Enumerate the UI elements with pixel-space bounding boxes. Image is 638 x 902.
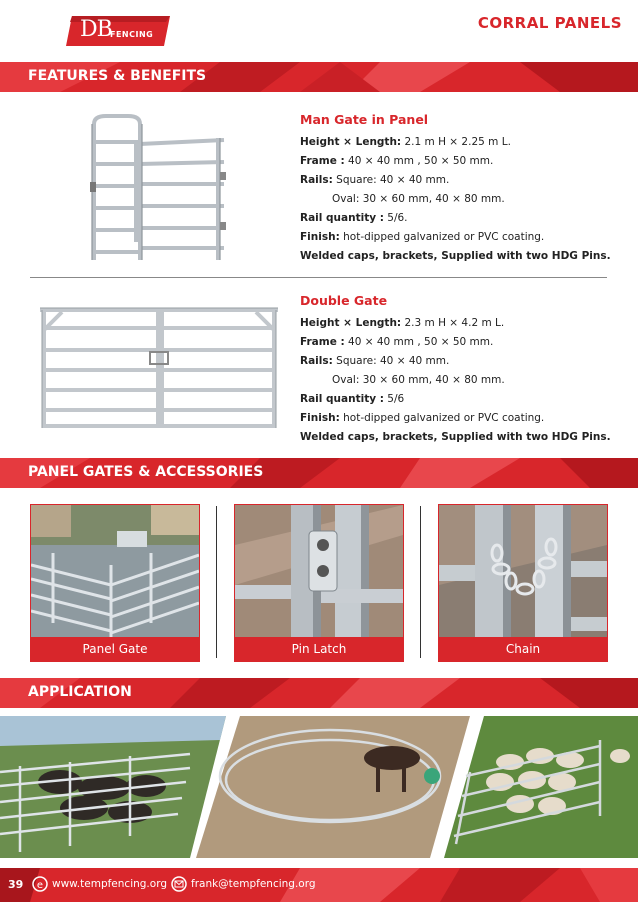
spec-rails: Rails: Square: 40 × 40 mm.	[300, 174, 450, 186]
email-link[interactable]: frank@tempfencing.org	[191, 878, 316, 890]
logo-text: DB	[80, 17, 112, 42]
banner-features-title: FEATURES & BENEFITS	[28, 68, 207, 84]
spec-size: Height × Length: 2.1 m H × 2.25 m L.	[300, 136, 511, 148]
spec-rail-quantity: Rail quantity : 5/6.	[300, 212, 408, 224]
spec-frame: Frame : 40 × 40 mm , 50 × 50 mm.	[300, 155, 494, 167]
spec-finish: Finish: hot-dipped galvanized or PVC coating.	[300, 231, 545, 243]
svg-text:e: e	[36, 880, 44, 891]
section-title: CORRAL PANELS	[477, 14, 622, 32]
footer	[0, 868, 638, 902]
double-gate-image	[36, 300, 282, 432]
spec-rails-oval: Oval: 30 × 60 mm, 40 × 80 mm.	[332, 193, 505, 205]
application-photos	[0, 716, 638, 858]
company-logo	[66, 16, 170, 46]
vertical-divider	[420, 506, 421, 658]
logo-subtext: FENCING	[110, 30, 154, 39]
accessory-chain	[438, 504, 608, 662]
section-divider	[30, 277, 607, 278]
banner-gates	[0, 458, 638, 488]
banner-features	[0, 62, 638, 92]
caption: Pin Latch	[235, 637, 403, 661]
spec-welded: Welded caps, brackets, Supplied with two HDG Pins.	[300, 250, 611, 262]
product-double-gate	[300, 291, 611, 447]
caption: Chain	[439, 637, 607, 661]
spec-finish: Finish: hot-dipped galvanized or PVC coating.	[300, 412, 545, 424]
accessory-pin-latch	[234, 504, 404, 662]
product-title: Double Gate	[300, 293, 388, 308]
web-icon	[32, 876, 48, 892]
spec-rails: Rails: Square: 40 × 40 mm.	[300, 355, 450, 367]
spec-welded: Welded caps, brackets, Supplied with two HDG Pins.	[300, 431, 611, 443]
spec-frame: Frame : 40 × 40 mm , 50 × 50 mm.	[300, 336, 494, 348]
spec-size: Height × Length: 2.3 m H × 4.2 m L.	[300, 317, 505, 329]
page-number: 39	[8, 878, 24, 891]
mail-icon	[171, 876, 187, 892]
banner-gates-title: PANEL GATES & ACCESSORIES	[28, 464, 264, 480]
spec-rails-oval: Oval: 30 × 60 mm, 40 × 80 mm.	[332, 374, 505, 386]
product-man-gate	[300, 110, 611, 266]
caption: Panel Gate	[31, 637, 199, 661]
spec-rail-quantity: Rail quantity : 5/6	[300, 393, 405, 405]
product-title: Man Gate in Panel	[300, 112, 429, 127]
accessory-panel-gate	[30, 504, 200, 662]
man-gate-panel-image	[84, 112, 234, 264]
website-link[interactable]: www.tempfencing.org	[52, 878, 167, 890]
banner-application-title: APPLICATION	[28, 684, 132, 700]
banner-application	[0, 678, 638, 708]
vertical-divider	[216, 506, 217, 658]
